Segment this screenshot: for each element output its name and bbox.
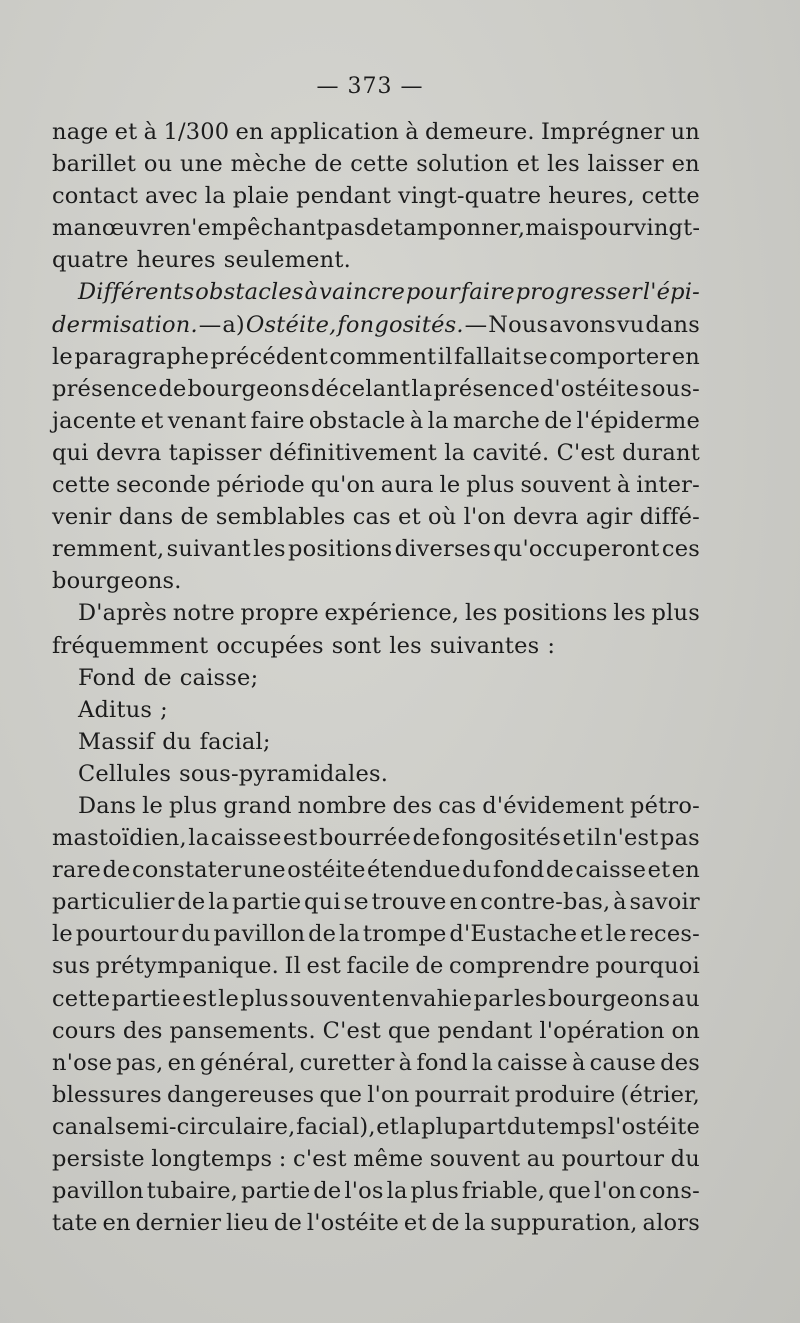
text-line: le paragraphe précédent comment il fallait se comporter en — [52, 343, 700, 370]
text-line: Dans le plus grand nombre des cas d'évidement pétro- — [78, 792, 700, 819]
text-line: nage et à 1/300 en application à demeure. Imprégner un — [52, 119, 700, 145]
text-line: remment, suivant les positions diverses qu'occuperont ces — [52, 536, 700, 563]
text-line: venir dans de semblables cas et où l'on devra agir diffé- — [52, 504, 700, 531]
text-line: D'après notre propre expérience, les positions les plus — [78, 600, 700, 627]
text-line: Différents obstacles à vaincre pour faire progresser l'épi- — [78, 279, 700, 306]
text-line: barillet ou une mèche de cette solution et les laisser en — [52, 151, 700, 178]
text-line: sus prétympanique. Il est facile de comprendre pourquoi — [52, 953, 700, 980]
text-line: manœuvre n'empêchant pas de tamponner, mais pour vingt- — [52, 215, 701, 242]
body-text — [52, 116, 700, 1239]
text-line: quatre heures seulement. — [52, 247, 351, 274]
text-line: particulier de la partie qui se trouve en contre-bas, à savoir — [52, 889, 700, 916]
text-line: contact avec la plaie pendant vingt-quatre heures, cette — [52, 183, 700, 210]
page-number: — 373 — — [316, 74, 424, 99]
text-line: le pourtour du pavillon de la trompe d'Eustache et le reces- — [52, 921, 700, 948]
text-line: cette partie est le plus souvent envahie par les bourgeons au — [52, 985, 700, 1012]
text-line: n'ose pas, en général, curetter à fond la caisse à cause des — [52, 1049, 700, 1076]
text-line: blessures dangereuses que l'on pourrait produire (étrier, — [52, 1081, 700, 1108]
text-line: jacente et venant faire obstacle à la marche de l'épiderme — [52, 407, 700, 434]
text-line: mastoïdien, la caisse est bourrée de fongosités et il n'est pas — [52, 825, 700, 852]
text-line: persiste longtemps : c'est même souvent au pourtour du — [52, 1146, 700, 1172]
text-line: bourgeons. — [52, 568, 182, 595]
text-line: qui devra tapisser définitivement la cavité. C'est durant — [52, 439, 700, 466]
text-line: pavillon tubaire, partie de l'os la plus friable, que l'on cons- — [52, 1178, 700, 1205]
text-line: Massif du facial; — [78, 728, 271, 755]
text-line: tate en dernier lieu de l'ostéite et de la suppuration, alors — [52, 1210, 700, 1237]
text-line: dermisation. — a) Ostéite, fongosités. — Nous avons vu dans — [52, 311, 700, 338]
text-line: fréquemment occupées sont les suivantes : — [52, 632, 556, 659]
text-line: présence de bourgeons décelant la présence d'ostéite sous- — [52, 375, 700, 402]
text-line: Aditus ; — [78, 696, 168, 723]
text-line: rare de constater une ostéite étendue du fond de caisse et en — [52, 857, 700, 884]
text-line: Fond de caisse; — [78, 664, 259, 691]
text-line: cette seconde période qu'on aura le plus souvent à inter- — [52, 472, 700, 499]
text-line: cours des pansements. C'est que pendant l'opération on — [52, 1017, 700, 1044]
text-line: Cellules sous-pyramidales. — [78, 760, 389, 787]
text-line: canal semi-circulaire, facial), et la plupart du temps l'ostéite — [52, 1113, 700, 1140]
